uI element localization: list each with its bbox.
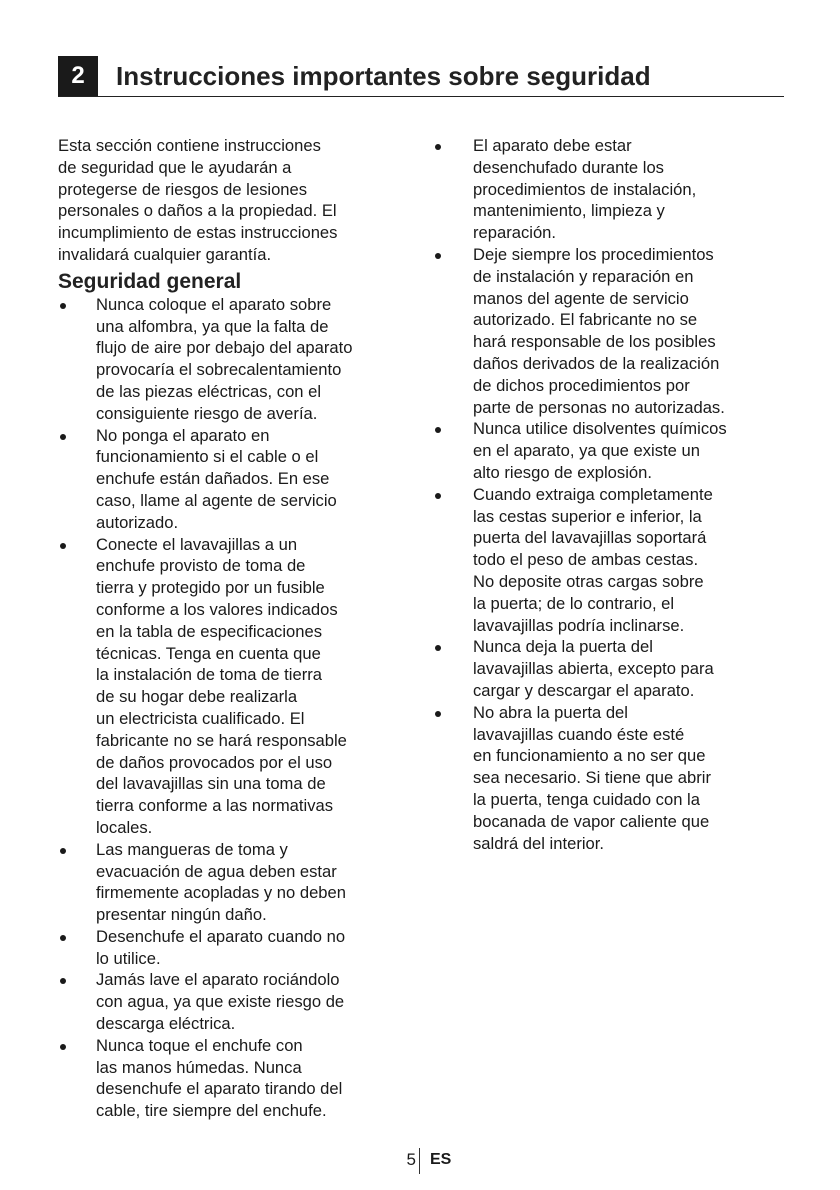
bullet-icon [435, 427, 441, 433]
list-item-text: No ponga el aparato en funcionamiento si el cable o el enchufe están dañados. En ese caso, llame al agente de servicio autorizado. [96, 425, 337, 532]
list-item [58, 839, 410, 926]
list-item-text: Nunca coloque el aparato sobre una alfombra, ya que la falta de flujo de aire por debajo del aparato provocaría el sobrecalentamiento de las piezas eléctricas, con el consiguiente riesgo de avería. [96, 294, 353, 423]
right-column [433, 135, 785, 854]
section-header [58, 56, 784, 97]
bullet-icon [60, 1044, 66, 1050]
list-item-text: Nunca utilice disolventes químicos en el aparato, ya que existe un alto riesgo de explosión. [473, 419, 727, 482]
bullet-icon [60, 434, 66, 440]
bullet-icon [60, 978, 66, 984]
section-number: 2 [58, 56, 98, 96]
bullet-icon [60, 303, 66, 309]
page-footer [0, 1148, 840, 1174]
list-item [58, 1035, 410, 1122]
list-item-text: Jamás lave el aparato rociándolo con agua, ya que existe riesgo de descarga eléctrica. [96, 970, 345, 1034]
list-item [58, 969, 410, 1034]
list-item [433, 636, 785, 701]
list-item-text: Desenchufe el aparato cuando no lo utilice. [96, 926, 346, 968]
bullet-icon [435, 144, 441, 150]
right-bullet-list [433, 135, 785, 854]
bullet-icon [60, 935, 66, 941]
list-item [58, 926, 410, 970]
intro-paragraph: Esta sección contiene instrucciones de seguridad que le ayudarán a protegerse de riesgos de lesiones personales o daños a la propiedad. El incumplimiento de estas instrucciones invalidará cualquier garantía. [58, 136, 338, 264]
bullet-icon [60, 848, 66, 854]
list-item [433, 484, 785, 637]
left-column [58, 135, 410, 1122]
list-item [433, 244, 785, 418]
left-bullet-list [58, 294, 410, 1122]
list-item [433, 418, 785, 483]
list-item [58, 294, 410, 425]
page-number: 5 [406, 1150, 416, 1169]
list-item [433, 135, 785, 244]
footer-divider [419, 1148, 420, 1174]
list-item-text: Deje siempre los procedimientos de instalación y reparación en manos del agente de servicio autorizado. El fabricante no se hará responsable de los posibles daños derivados de la realización de dichos procedimientos por parte de personas no autorizadas. [473, 244, 725, 417]
list-item [433, 702, 785, 855]
list-item-text: Conecte el lavavajillas a un enchufe provisto de toma de tierra y protegido por un fusible conforme a los valores indicados en la tabla de especificaciones técnicas. Tenga en cuenta que la instalación de toma de tierra de su hogar debe realizarla un electricista cualificado. El fabricante no se hará responsable de daños provocados por el uso del lavavajillas sin una toma de tierra conforme a las normativas locales. [96, 534, 347, 837]
bullet-icon [435, 253, 441, 259]
list-item-text: No abra la puerta del lavavajillas cuando éste esté en funcionamiento a no ser que sea necesario. Si tiene que abrir la puerta, tenga cuidado con la bocanada de vapor caliente que saldrá del interior. [473, 702, 711, 853]
list-item-text: Nunca deja la puerta del lavavajillas abierta, excepto para cargar y descargar el aparato. [473, 637, 714, 700]
bullet-icon [435, 493, 441, 499]
bullet-icon [435, 645, 441, 651]
list-item-text: Las mangueras de toma y evacuación de agua deben estar firmemente acopladas y no deben presentar ningún daño. [96, 839, 346, 925]
list-item-text: Nunca toque el enchufe con las manos húmedas. Nunca desenchufe el aparato tirando del cable, tire siempre del enchufe. [96, 1035, 343, 1121]
list-item-text: El aparato debe estar desenchufado durante los procedimientos de instalación, mantenimiento, limpieza y reparación. [473, 136, 697, 243]
list-item-text: Cuando extraiga completamente las cestas superior e inferior, la puerta del lavavajillas soportará todo el peso de ambas cestas. No deposite otras cargas sobre la puerta; de lo contrario, el lavavajillas podría inclinarse. [473, 484, 713, 635]
list-item [58, 534, 410, 839]
bullet-icon [60, 543, 66, 549]
language-code: ES [430, 1151, 452, 1168]
general-safety-heading: Seguridad general [58, 269, 242, 293]
section-title: Instrucciones importantes sobre seguridad [116, 61, 651, 91]
list-item [58, 425, 410, 534]
bullet-icon [435, 711, 441, 717]
